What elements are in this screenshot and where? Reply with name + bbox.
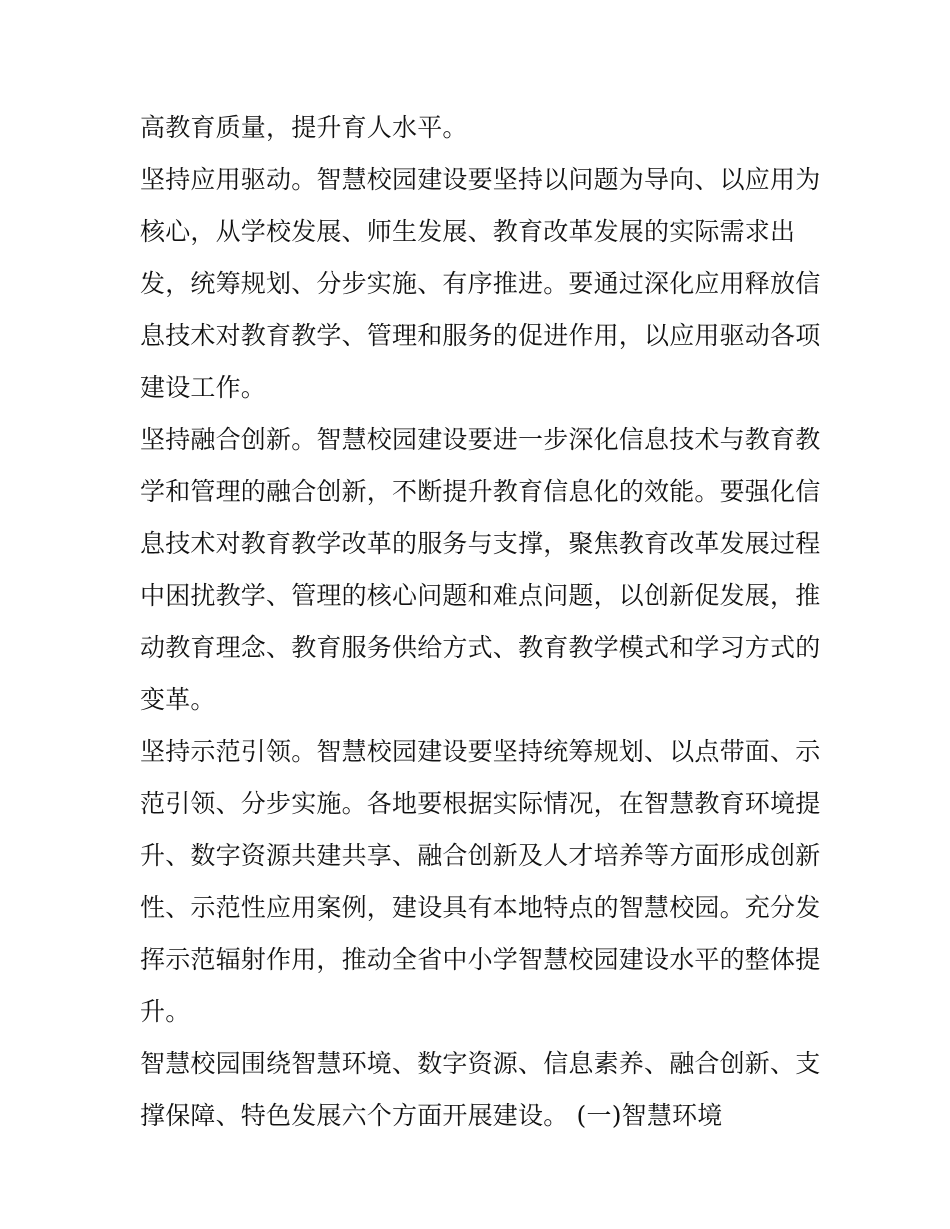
body-text — [140, 102, 820, 1142]
text-line: 息技术对教育教学、管理和服务的促进作用，以应用驱动各项 — [140, 321, 821, 350]
text-line: 发，统筹规划、分步实施、有序推进。要通过深化应用释放信 — [140, 269, 821, 298]
text-line: 范引领、分步实施。各地要根据实际情况，在智慧教育环境提 — [140, 789, 821, 818]
text-line: 高教育质量，提升育人水平。 — [140, 113, 468, 142]
text-line: 核心，从学校发展、师生发展、教育改革发展的实际需求出 — [140, 217, 796, 246]
text-line: 中困扰教学、管理的核心问题和难点问题，以创新促发展，推 — [140, 581, 821, 610]
text-line: 坚持示范引领。智慧校园建设要坚持统筹规划、以点带面、示 — [140, 737, 821, 766]
text-line: 建设工作。 — [140, 373, 267, 402]
text-line: 变革。 — [140, 685, 216, 714]
text-line: 智慧校园围绕智慧环境、数字资源、信息素养、融合创新、支 — [140, 1049, 821, 1078]
text-line: 性、示范性应用案例，建设具有本地特点的智慧校园。充分发 — [140, 893, 821, 922]
text-line: 升。 — [140, 997, 191, 1026]
text-line: 坚持融合创新。智慧校园建设要进一步深化信息技术与教育教 — [140, 425, 821, 454]
text-line: 学和管理的融合创新，不断提升教育信息化的效能。要强化信 — [140, 477, 821, 506]
text-line: 坚持应用驱动。智慧校园建设要坚持以问题为导向、以应用为 — [140, 165, 821, 194]
text-line: 升、数字资源共建共享、融合创新及人才培养等方面形成创新 — [140, 841, 821, 870]
text-line: 挥示范辐射作用，推动全省中小学智慧校园建设水平的整体提 — [140, 945, 821, 974]
text-line: 动教育理念、教育服务供给方式、教育教学模式和学习方式的 — [140, 633, 821, 662]
text-line: 撑保障、特色发展六个方面开展建设。 (一)智慧环境 — [140, 1101, 723, 1130]
text-line: 息技术对教育教学改革的服务与支撑，聚焦教育改革发展过程 — [140, 529, 821, 558]
